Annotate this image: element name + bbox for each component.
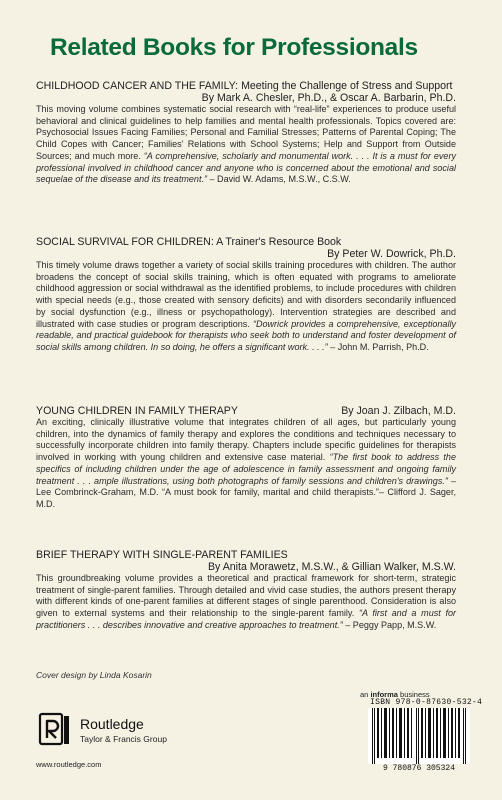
book-quote-attribution: – David W. Adams, M.S.W., C.S.W. [209, 174, 351, 185]
cover-design-credit: Cover design by Linda Kosarin [36, 670, 152, 680]
book-title-line [36, 80, 456, 92]
book-desc-text: This groundbreaking volume provides a theoretical and practical framework for short-term, strategic treatment of single-parent families. Through detailed and vivid case studies, the authors present therapy with different kinds of one-parent families at different stages of single parenthood. Consideration is also given to external systems and their relationship to the single-parent family. [36, 573, 456, 619]
informa-brand: informa [370, 690, 398, 699]
book-title: CHILDHOOD CANCER AND THE FAMILY: [36, 80, 239, 92]
book-entry [36, 405, 456, 511]
book-authors: By Joan J. Zilbach, M.D. [341, 405, 456, 417]
page-heading: Related Books for Professionals [50, 34, 418, 61]
routledge-logo-icon [36, 712, 72, 748]
isbn-number: ISBN 978-0-87630-532-4 [370, 698, 483, 707]
book-quote-attribution: – Peggy Papp, M.S.W. [345, 619, 437, 630]
book-title: BRIEF THERAPY WITH SINGLE-PARENT FAMILIES [36, 549, 288, 561]
book-entry [36, 549, 456, 632]
publisher-name: Routledge [80, 716, 144, 732]
book-quote: “A comprehensive, scholarly and monumental work. . . . It is a must for every professional involved in childhood cancer and anyone who is concerned about the emotional and social sequelae of the disease and its treatment.” [36, 150, 456, 185]
book-title-line [36, 236, 456, 248]
book-desc-text: This timely volume draws together a variety of social skills training procedures with children. The author broadens the concept of social skills training, which is often equated with programs to ameliorate childhood aggression or social withdrawal as the identified problems, to include procedures with children with special needs (e.g., those created with sensory deficits) and with disorders secondarily influenced by social dysfunction (e.g., illness or psychopathology). Intervention strategies are described and illustrated with case studies or program descriptions. [36, 260, 456, 329]
book-quote: “A first and a must for practitioners . . . describes innovative and creative approaches to treatment.” [36, 608, 457, 630]
book-desc-text: An exciting, clinically illustrative volume that integrates children of all ages, but particularly young children, into the dynamics of family therapy and explores the conditions and techniques necessary to successfully incorporate children into family therapy. Chapters include specific guidelines for therapists involved in working with young children and extensive case material. [36, 417, 456, 463]
book-authors: By Anita Morawetz, M.S.W., & Gillian Walker, M.S.W. [207, 561, 456, 573]
book-entry [36, 236, 456, 354]
book-description [36, 260, 456, 354]
book-subtitle: A Trainer's Resource Book [216, 236, 342, 248]
book-title-line [36, 405, 456, 417]
publisher-group: Taylor & Francis Group [80, 734, 167, 744]
book-title-line [36, 549, 456, 561]
book-description [36, 573, 456, 632]
book-description [36, 417, 456, 511]
book-entry [36, 80, 456, 186]
informa-prefix: an [360, 690, 369, 699]
book-quote-attribution: – John M. Parrish, Ph.D. [330, 341, 429, 352]
book-authors: By Mark A. Chesler, Ph.D., & Oscar A. Barbarin, Ph.D. [201, 92, 456, 104]
publisher-website: www.routledge.com [36, 760, 102, 769]
book-description [36, 104, 456, 186]
book-authors: By Peter W. Dowrick, Ph.D. [327, 248, 456, 260]
book-quote: “The first book to address the specifics of including children under the age of adolescence in family assessment and ongoing family treatment . . . ample illustrations, using both photographs of family sessions and children's drawings.” [36, 452, 456, 486]
informa-suffix: business [400, 690, 430, 699]
book-subtitle: Meeting the Challenge of Stress and Support [241, 80, 453, 92]
book-quote-attribution: – Lee Combrinck-Graham, M.D. “A must book for family, marital and child therapists.”– Clifford J. Sager, M.D. [36, 475, 456, 509]
book-desc-text: This moving volume combines systematic social research with “real-life” experiences to produce useful behavioral and clinical guidelines to help families and mental health professionals. Topics covered are: Psychosocial Issues Facing Families; Personal and Familial Stresses; Patterns of Parental Coping; The Child Copes with Cancer; Families' Relations with School Systems; Help and Support from Outside Sources; and much more. [36, 104, 456, 161]
book-quote: “Dowrick provides a comprehensive, exceptionally readable, and practical guidebook for therapists who seek both to understand and foster development of social skills among children. In so doing, he offers a significant work. . . .” [36, 318, 456, 352]
barcode-icon [368, 708, 470, 764]
barcode-number: 9 780876 305324 [382, 764, 455, 773]
book-title: YOUNG CHILDREN IN FAMILY THERAPY [36, 405, 238, 417]
book-title: SOCIAL SURVIVAL FOR CHILDREN: [36, 236, 214, 248]
